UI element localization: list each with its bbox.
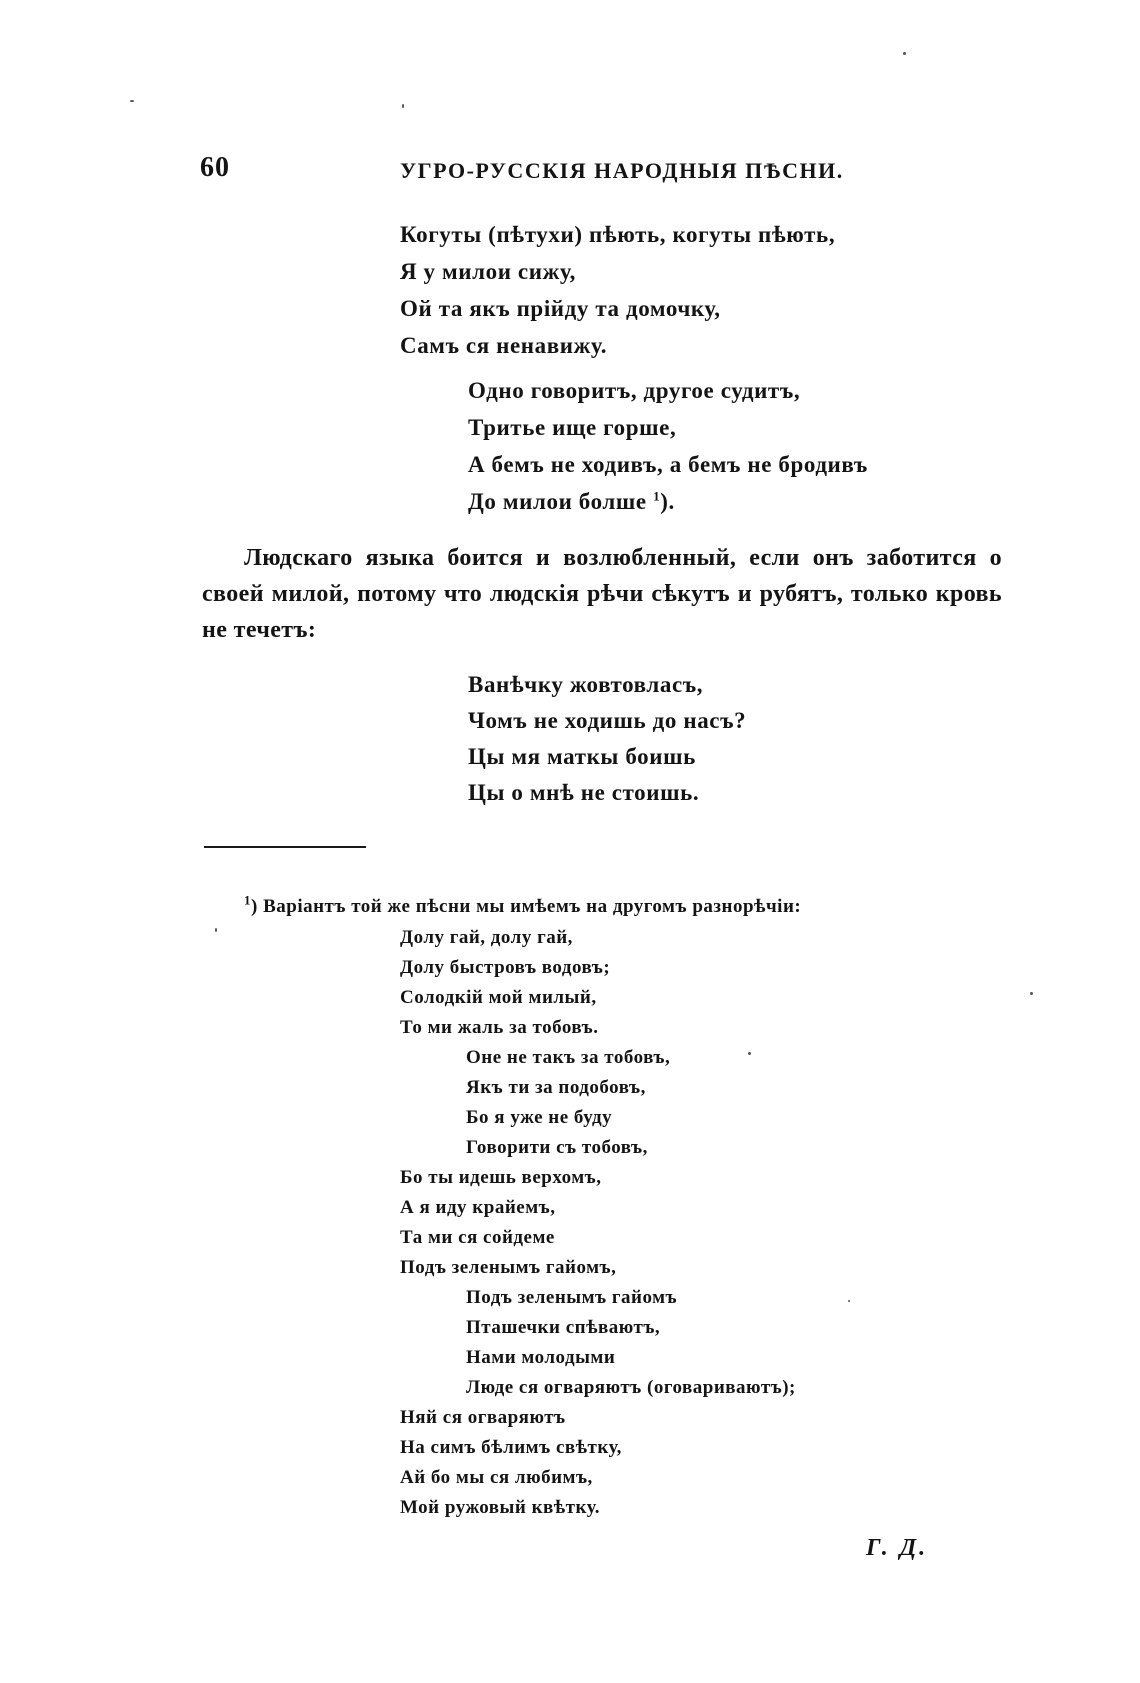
verse-line: Тритье ище горше, [468, 415, 677, 440]
scan-speck [402, 104, 404, 108]
page-number: 60 [200, 152, 230, 183]
scan-speck [130, 100, 134, 102]
verse-line: Ванѣчку жовтовласъ, [468, 672, 704, 697]
verse-line: Самъ ся ненавижу. [400, 333, 608, 358]
footnote-marker: 1 [653, 488, 661, 504]
verse-line-with-footnote [468, 489, 675, 515]
footnote-verse-line: Люде ся огваряютъ (оговариваютъ); [466, 1377, 796, 1398]
scan-speck [1030, 992, 1033, 995]
footnote-verse-line: Бо ты идешь верхомъ, [400, 1167, 602, 1188]
verse-line: Когуты (пѣтухи) пѣють, когуты пѣють, [400, 222, 836, 247]
footnote-rule [204, 846, 366, 848]
footnote-verse-line: Няй ся огваряютъ [400, 1407, 566, 1428]
prose-paragraph [202, 540, 1002, 648]
footnote-verse-line: Подъ зеленымъ гайомъ, [400, 1257, 617, 1278]
footnote-marker: 1 [244, 892, 251, 908]
verse-line: Ой та якъ прійду та домочку, [400, 296, 721, 321]
footnote-verse-line: Долу гай, долу гай, [400, 927, 573, 948]
footnote-verse-line: Ай бо мы ся любимъ, [400, 1467, 593, 1488]
scan-speck [748, 1052, 751, 1055]
scan-speck [903, 52, 906, 55]
footnote-verse-line: Якъ ти за подобовъ, [466, 1077, 646, 1098]
verse-line: Цы о мнѣ не стоишь. [468, 780, 700, 805]
footnote-verse-line: Бо я уже не буду [466, 1107, 613, 1128]
footnote-marker-tail: ). [660, 489, 675, 514]
footnote-verse-line: Мой ружовый квѣтку. [400, 1497, 601, 1518]
signature: Г. Д. [866, 1535, 929, 1561]
footnote-intro [244, 892, 802, 918]
scan-speck [848, 1300, 850, 1302]
verse-line-text: До милои болше [468, 489, 647, 514]
verse-line: А бемъ не ходивъ, а бемъ не бродивъ [468, 452, 868, 477]
footnote-verse-line: Долу быстровъ водовъ; [400, 957, 611, 978]
footnote-verse-line: Та ми ся сойдеме [400, 1227, 555, 1248]
footnote-verse-line: Нами молодыми [466, 1347, 616, 1368]
footnote-verse-line: То ми жаль за тобовъ. [400, 1017, 599, 1038]
footnote-verse-line: Подъ зеленымъ гайомъ [466, 1287, 678, 1308]
footnote-verse-line: А я иду крайемъ, [400, 1197, 556, 1218]
footnote-verse-line: Пташечки спѣваютъ, [466, 1317, 661, 1338]
footnote-verse-line: Говорити съ тобовъ, [466, 1137, 648, 1158]
verse-line: Я у милои сижу, [400, 259, 577, 284]
verse-line: Цы мя маткы боишь [468, 744, 696, 769]
scan-speck [215, 928, 217, 932]
prose-text: Людскаго языка боится и возлюбленный, если онъ заботится о своей милой, потому что людскія рѣчи сѣкутъ и рубятъ, только кровь не течетъ: [202, 545, 1002, 643]
footnote-verse-line: Солодкій мой милый, [400, 987, 597, 1008]
footnote-verse-line: Оне не такъ за тобовъ, [466, 1047, 671, 1068]
footnote-verse-line: На симъ бѣлимъ свѣтку, [400, 1437, 622, 1458]
running-header: УГРО-РУССКІЯ НАРОДНЫЯ ПѢСНИ. [400, 158, 844, 183]
verse-line: Чомъ не ходишь до насъ? [468, 708, 747, 733]
verse-line: Одно говоритъ, другое судитъ, [468, 378, 801, 403]
footnote-intro-text: ) Варіантъ той же пѣсни мы имѣемъ на другомъ разнорѣчіи: [251, 896, 802, 917]
